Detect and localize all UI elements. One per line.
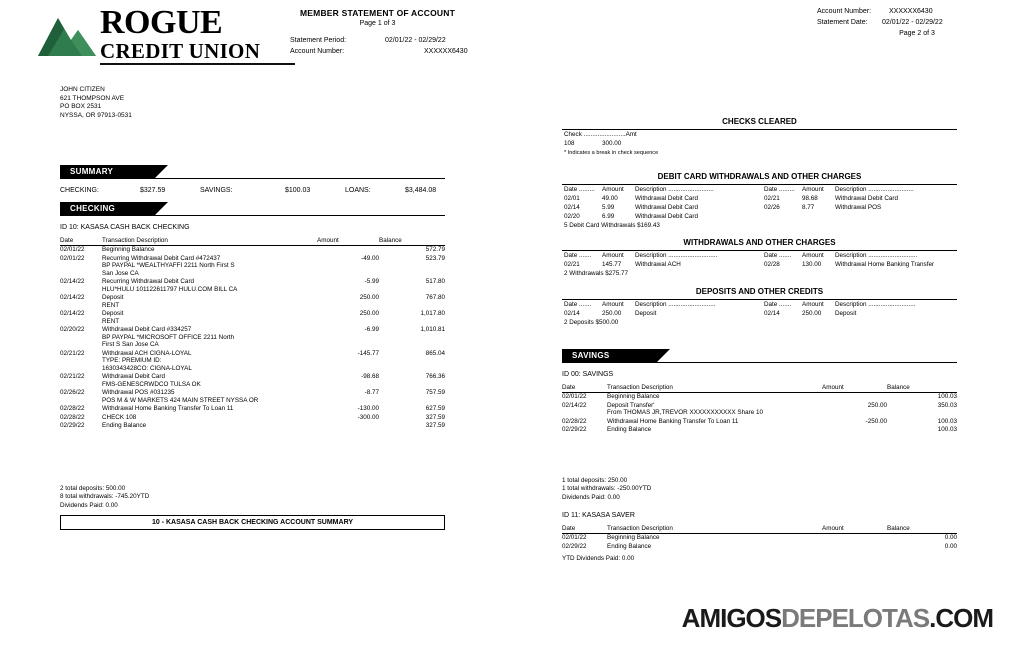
debit-card-right-rows: [764, 195, 959, 213]
col-balance: Balance: [887, 524, 957, 534]
cell-description: Withdrawal Debit Card FMS-GENESCRWDCO TULSA OK: [102, 373, 201, 388]
deposits-total: 2 Deposits $500.00: [564, 319, 619, 326]
check-row-number: 108: [564, 140, 575, 147]
mini-date: 02/21: [764, 195, 780, 202]
col-date: Date: [60, 236, 102, 246]
cell-description: Ending Balance: [102, 422, 147, 430]
withdrawals-total: 2 Withdrawals $275.77: [564, 270, 629, 277]
mini-date: 02/14: [564, 310, 580, 317]
cell-description: Withdrawal ACH CIGNA-LOYAL TYPE: PREMIUM ID: 1630343428CO: CIGNA-LOYAL: [102, 349, 192, 372]
cell-date: 02/01/22: [562, 393, 587, 401]
address-line-3: PO BOX 2531: [60, 103, 102, 110]
cell-amount: 250.00: [359, 294, 379, 302]
savings1-total-withdrawals: 1 total withdrawals: -250.00YTD: [562, 485, 652, 493]
cell-description: Ending Balance: [607, 542, 652, 550]
mini-description: Deposit: [635, 310, 657, 317]
cell-date: 02/28/22: [60, 413, 85, 421]
mini-date: 02/20: [564, 213, 580, 220]
mini-description: Withdrawal Debit Card: [835, 195, 898, 202]
mini-description: Withdrawal Debit Card: [635, 204, 698, 211]
mini-description: Withdrawal Debit Card: [635, 195, 698, 202]
cell-description: Ending Balance: [607, 426, 652, 434]
debit-col-desc-right: Description ..........................: [835, 186, 914, 193]
address-line-4: NYSSA, OR 97913-0531: [60, 111, 132, 119]
statement-title: MEMBER STATEMENT OF ACCOUNT: [300, 8, 455, 18]
dep-col-amount-left: Amount: [602, 301, 624, 308]
mini-row: [764, 310, 959, 319]
checking-dividends-paid: Dividends Paid: 0.00: [60, 501, 118, 509]
mini-amount: 8.77: [802, 204, 815, 211]
mini-date: 02/28: [764, 261, 780, 268]
right-account-value: XXXXXX6430: [889, 8, 933, 15]
check-row-amount: 300.00: [602, 140, 622, 147]
cell-balance: 0.00: [944, 542, 957, 550]
withdrawals-rule: [562, 250, 957, 251]
cell-date: 02/14/22: [60, 294, 85, 302]
savings-account-1-line: ID 00: SAVINGS: [562, 371, 614, 378]
cell-description: Beginning Balance: [607, 393, 660, 401]
mini-amount: 145.77: [602, 261, 622, 268]
cell-amount: -250.00: [865, 417, 887, 425]
cell-description: Recurring Withdrawal Debit Card #472437 BP PAYPAL *WEALTHYAFFI 2211 North First S San Jose CA: [102, 254, 235, 277]
mini-row: [764, 204, 959, 213]
logo-text-rogue: ROGUE: [100, 4, 223, 41]
table-row: [60, 422, 445, 430]
withdrawals-right-rows: [764, 261, 959, 270]
watermark-part-3: .COM: [929, 603, 993, 633]
account-number-value: XXXXXX6430: [424, 48, 468, 55]
table-row: [60, 349, 445, 373]
col-amount: Amount: [822, 383, 887, 393]
cell-amount: -6.99: [364, 326, 379, 334]
table-row: [60, 326, 445, 350]
mini-amount: 5.99: [602, 204, 615, 211]
wd-col-amount-right: Amount: [802, 252, 824, 259]
cell-date: 02/14/22: [60, 278, 85, 286]
cell-balance: 517.80: [425, 278, 445, 286]
mini-row: [564, 310, 759, 319]
checking-transactions-table: [60, 236, 445, 430]
cell-balance: 327.59: [425, 413, 445, 421]
table-row: [60, 405, 445, 413]
wd-col-desc-left: Description ............................: [635, 252, 718, 259]
table-row: [562, 393, 957, 402]
address-line-1: JOHN CITIZEN: [60, 86, 105, 93]
mini-description: Deposit: [835, 310, 857, 317]
cell-description: Deposit RENT: [102, 294, 124, 309]
cell-date: 02/29/22: [562, 542, 587, 550]
savings-banner: SAVINGS: [562, 349, 657, 362]
cell-description: Withdrawal Home Banking Transfer To Loan 11: [607, 417, 739, 425]
summary-checking-label: CHECKING:: [60, 187, 99, 194]
mini-amount: 250.00: [802, 310, 822, 317]
col-amount: Amount: [317, 236, 379, 246]
cell-amount: -130.00: [357, 405, 379, 413]
page-indicator: Page 1 of 3: [359, 20, 396, 27]
watermark-part-1: AMIGOS: [681, 603, 782, 633]
checking-banner: CHECKING: [60, 202, 155, 215]
table-row: [562, 542, 957, 550]
savings-rule: [562, 362, 957, 363]
statement-period-label: Statement Period:: [290, 37, 347, 44]
mini-date: 02/14: [564, 204, 580, 211]
savings-account-1-table: [562, 383, 957, 434]
cell-description: CHECK 108: [102, 413, 137, 421]
cell-amount: -8.77: [364, 389, 379, 397]
debit-col-date-left: Date .........: [564, 186, 595, 193]
mini-date: 02/14: [764, 310, 780, 317]
table-row: [60, 294, 445, 310]
statement-page-1: [0, 0, 506, 654]
table-row: [60, 310, 445, 326]
mini-row: [564, 261, 759, 270]
dep-col-amount-right: Amount: [802, 301, 824, 308]
table-row: [562, 417, 957, 425]
rogue-credit-union-logo: [38, 6, 268, 68]
cell-balance: 627.59: [425, 405, 445, 413]
cell-description: Withdrawal POS #031235 POS M & W MARKETS 424 MAIN STREET NYSSA OR: [102, 389, 259, 404]
mini-description: Withdrawal Home Banking Transfer: [835, 261, 935, 268]
member-address: [60, 86, 132, 120]
account-number-label: Account Number:: [290, 48, 345, 55]
savings2-ytd-dividends: YTD Dividends Paid: 0.00: [562, 555, 635, 562]
mini-amount: 49.00: [602, 195, 618, 202]
cell-date: 02/28/22: [60, 405, 85, 413]
cell-date: 02/14/22: [60, 310, 85, 318]
summary-savings-value: $100.03: [285, 187, 311, 194]
cell-description: Beginning Balance: [607, 534, 660, 542]
cell-amount: [317, 246, 379, 255]
checking-total-deposits: 2 total deposits: 500.00: [60, 485, 126, 492]
dep-col-date-right: Date .......: [764, 301, 792, 308]
checking-totals: [60, 485, 149, 510]
cell-balance: 766.36: [425, 373, 445, 381]
checking-rule: [60, 215, 445, 216]
summary-banner: SUMMARY: [60, 165, 155, 178]
cell-balance: 100.03: [937, 393, 957, 401]
cell-date: 02/21/22: [60, 373, 85, 381]
cell-balance: 0.00: [944, 534, 957, 542]
table-row: [60, 373, 445, 389]
cell-balance: 1,010.81: [420, 326, 445, 334]
mini-row: [564, 213, 759, 222]
cell-amount: -145.77: [357, 349, 379, 357]
debit-card-title: DEBIT CARD WITHDRAWALS AND OTHER CHARGES: [657, 172, 862, 181]
wd-col-amount-left: Amount: [602, 252, 624, 259]
mini-row: [764, 261, 959, 270]
statement-page-2: [507, 0, 1013, 654]
cell-description: Withdrawal Debit Card #334257 BP PAYPAL *MICROSOFT OFFICE 2211 North First S San Jose CA: [102, 326, 235, 349]
summary-savings-label: SAVINGS:: [200, 187, 233, 194]
cell-amount: -49.00: [361, 254, 379, 262]
cell-date: 02/01/22: [60, 254, 85, 262]
savings-account-2-table: [562, 524, 957, 551]
col-balance: Balance: [379, 236, 445, 246]
cell-date: 02/29/22: [562, 426, 587, 434]
right-date-value: 02/01/22 - 02/29/22: [882, 19, 943, 26]
savings1-total-deposits: 1 total deposits: 250.00: [562, 477, 628, 484]
cell-date: 02/21/22: [60, 349, 85, 357]
cell-description: Deposit RENT: [102, 310, 124, 325]
checks-cleared-col-header: Check ........................Amt: [564, 131, 637, 138]
address-line-2: 621 THOMPSON AVE: [60, 94, 125, 102]
mini-amount: 250.00: [602, 310, 622, 317]
savings-account-1-totals: [562, 477, 651, 502]
mini-description: Withdrawal Debit Card: [635, 213, 698, 220]
cell-balance: 572.79: [425, 246, 445, 254]
debit-col-date-right: Date .........: [764, 186, 795, 193]
mini-amount: 98.68: [802, 195, 818, 202]
debit-card-left-rows: [564, 195, 759, 222]
debit-col-amount-right: Amount: [802, 186, 824, 193]
col-description: Transaction Description: [607, 524, 822, 534]
table-header-row: [562, 383, 957, 393]
watermark-part-2: DEPELOTAS: [781, 603, 930, 633]
cell-balance: 327.59: [425, 422, 445, 430]
col-description: Transaction Description: [607, 383, 822, 393]
cell-date: 02/14/22: [562, 401, 587, 409]
checks-cleared-rule: [562, 129, 957, 130]
cell-amount: [822, 426, 887, 434]
cell-balance: 757.59: [425, 389, 445, 397]
right-page-indicator: Page 2 of 3: [899, 30, 935, 37]
deposits-left-rows: [564, 310, 759, 319]
summary-loans-value: $3,484.08: [405, 187, 437, 194]
mini-row: [764, 195, 959, 204]
col-date: Date: [562, 524, 607, 534]
logo-divider: [100, 63, 295, 65]
cell-balance: 767.80: [425, 294, 445, 302]
cell-amount: -300.00: [357, 413, 379, 421]
checking-account-summary-box: 10 - KASASA CASH BACK CHECKING ACCOUNT SUMMARY: [60, 515, 445, 530]
cell-date: 02/01/22: [60, 246, 85, 254]
table-row: [60, 254, 445, 278]
wd-col-date-right: Date .......: [764, 252, 792, 259]
cell-amount: [317, 422, 379, 430]
cell-date: 02/28/22: [562, 417, 587, 425]
right-date-label: Statement Date:: [817, 19, 868, 26]
col-amount: Amount: [822, 524, 887, 534]
watermark: [682, 603, 993, 634]
col-description: Transaction Description: [102, 236, 317, 246]
cell-balance: 865.04: [425, 349, 445, 357]
right-account-label: Account Number:: [817, 8, 872, 15]
cell-amount: -98.68: [361, 373, 379, 381]
cell-amount: [822, 542, 887, 550]
table-row: [60, 278, 445, 294]
cell-balance: 523.79: [425, 254, 445, 262]
savings1-dividends-paid: Dividends Paid: 0.00: [562, 493, 620, 501]
cell-amount: 250.00: [867, 401, 887, 409]
cell-description: Deposit Transfer' From THOMAS JR,TREVOR XXXXXXXXXXX Share 10: [607, 401, 763, 417]
cell-balance: 100.03: [937, 417, 957, 425]
mini-date: 02/21: [564, 261, 580, 268]
mini-date: 02/01: [564, 195, 580, 202]
col-balance: Balance: [887, 383, 957, 393]
col-date: Date: [562, 383, 607, 393]
dep-col-desc-right: Description ...........................: [835, 301, 916, 308]
cell-date: 02/01/22: [562, 534, 587, 542]
logo-text-credit-union: CREDIT UNION: [100, 39, 261, 63]
rogue-mountain-icon: [38, 8, 96, 56]
mini-description: Withdrawal ACH: [635, 261, 681, 268]
mini-date: 02/26: [764, 204, 780, 211]
cell-date: 02/20/22: [60, 326, 85, 334]
cell-amount: 250.00: [359, 310, 379, 318]
mini-row: [564, 204, 759, 213]
table-row: [562, 534, 957, 543]
table-row: [60, 246, 445, 255]
dep-col-desc-left: Description ...........................: [635, 301, 716, 308]
deposits-title: DEPOSITS AND OTHER CREDITS: [695, 287, 824, 296]
debit-col-amount-left: Amount: [602, 186, 624, 193]
dep-col-date-left: Date .......: [564, 301, 592, 308]
cell-amount: -5.99: [364, 278, 379, 286]
checking-total-withdrawals: 8 total withdrawals: -745.20YTD: [60, 493, 150, 501]
summary-loans-label: LOANS:: [345, 187, 371, 194]
debit-card-rule: [562, 184, 957, 185]
checks-cleared-note: * Indicates a break in check sequence: [564, 150, 659, 156]
cell-date: 02/29/22: [60, 422, 85, 430]
table-row: [562, 426, 957, 434]
withdrawals-left-rows: [564, 261, 759, 270]
summary-checking-value: $327.59: [140, 187, 166, 194]
wd-col-date-left: Date .......: [564, 252, 592, 259]
cell-balance: 350.03: [937, 401, 957, 409]
cell-balance: 100.03: [937, 426, 957, 434]
savings-account-2-totals: [562, 555, 634, 563]
table-header-row: [60, 236, 445, 246]
table-row: [562, 401, 957, 417]
wd-col-desc-right: Description ............................: [835, 252, 918, 259]
cell-description: Recurring Withdrawal Debit Card HLU*HULU 101122611797 HULU.COM BILL CA: [102, 278, 238, 293]
cell-description: Beginning Balance: [102, 246, 155, 254]
statement-period-value: 02/01/22 - 02/29/22: [385, 37, 446, 44]
cell-amount: [822, 393, 887, 402]
mini-amount: 130.00: [802, 261, 822, 268]
cell-balance: 1,017.80: [420, 310, 445, 318]
checking-account-line: ID 10: KASASA CASH BACK CHECKING: [60, 224, 190, 231]
cell-date: 02/26/22: [60, 389, 85, 397]
checks-cleared-title: CHECKS CLEARED: [722, 117, 797, 126]
cell-description: Withdrawal Home Banking Transfer To Loan 11: [102, 405, 234, 413]
deposits-right-rows: [764, 310, 959, 319]
withdrawals-title: WITHDRAWALS AND OTHER CHARGES: [683, 238, 836, 247]
table-header-row: [562, 524, 957, 534]
cell-amount: [822, 534, 887, 543]
debit-col-desc-left: Description ..........................: [635, 186, 714, 193]
table-row: [60, 413, 445, 421]
savings-account-2-line: ID 11: KASASA SAVER: [562, 512, 635, 519]
summary-rule: [60, 178, 445, 179]
mini-amount: 6.99: [602, 213, 615, 220]
deposits-rule: [562, 299, 957, 300]
mini-description: Withdrawal POS: [835, 204, 882, 211]
mini-row: [564, 195, 759, 204]
debit-card-total: 5 Debit Card Withdrawals $169.43: [564, 222, 660, 229]
table-row: [60, 389, 445, 405]
